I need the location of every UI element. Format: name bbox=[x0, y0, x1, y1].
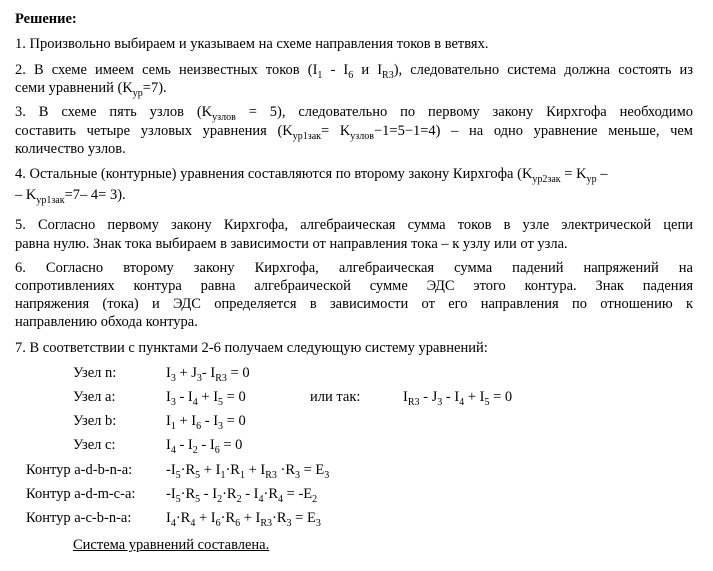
loop-2-label: Контур a-d-m-c-a: bbox=[26, 486, 136, 502]
paragraph-5-line-1: 5. Согласно первому закону Кирхгофа, алгебраическая сумма токов в узле электрической цепи bbox=[15, 217, 693, 233]
node-a-label: Узел a: bbox=[73, 389, 116, 405]
paragraph-6-line-1: 6. Согласно второму закону Кирхгофа, алгебраическая сумма падений напряжений на bbox=[15, 260, 693, 276]
node-b-label: Узел b: bbox=[73, 413, 117, 429]
node-a-equation: $I_3 - I_4 + I_5 = 0$ bbox=[166, 389, 246, 408]
node-b-equation: $I_1 + I_6 - I_3 = 0$ bbox=[166, 413, 246, 432]
loop-3-equation: $I_4\cdot R_4 + I_6\cdot R_6 + I_{R3}\cdot R_3 = E_3$ bbox=[166, 510, 321, 529]
node-c-equation: $I_4 - I_2 - I_6 = 0$ bbox=[166, 437, 243, 456]
paragraph-2-line-2: семи уравнений $(K_{ур}=7)$. bbox=[15, 80, 167, 99]
paragraph-1: 1. Произвольно выбираем и указываем на схеме направления токов в ветвях. bbox=[15, 36, 489, 52]
node-a-alt-equation: $I_{R3} - J_3 - I_4 + I_5 = 0$ bbox=[403, 389, 513, 408]
paragraph-6-line-3: напряжения (тока) и ЭДС определяется в зависимости от его направления по отношению к bbox=[15, 296, 693, 312]
or-label: или так: bbox=[310, 389, 361, 405]
loop-1-label: Контур a-d-b-n-a: bbox=[26, 462, 133, 478]
paragraph-5-line-2: равна нулю. Знак тока выбираем в зависимости от направления тока – к узлу или от узла. bbox=[15, 236, 568, 252]
paragraph-3-line-2: составить четыре узловых уравнения $(K_{ур1зак}= K_{узлов}-1=5-1=4)$ – на одно уравнение меньше, чем bbox=[15, 123, 693, 142]
paragraph-3-line-3: количество узлов. bbox=[15, 141, 126, 157]
paragraph-6-line-2: сопротивлениях контура равна алгебраической сумме ЭДС этого контура. Знак падения bbox=[15, 278, 693, 294]
paragraph-3-line-1: 3. В схеме пять узлов $(K_{узлов} = 5)$, следовательно по первому закону Кирхгофа необходимо bbox=[15, 104, 693, 123]
paragraph-4-line-1: 4. Остальные (контурные) уравнения составляются по второму закону Кирхгофа ($K_{ур2зак} = K_{ур}$ – bbox=[15, 166, 608, 185]
loop-1-equation: $-I_5\cdot R_5 + I_1\cdot R_1 + I_{R3} \cdot R_3 = E_3$ bbox=[166, 462, 330, 481]
loop-3-label: Контур a-c-b-n-a: bbox=[26, 510, 132, 526]
loop-2-equation: $-I_5\cdot R_5 - I_2\cdot R_2 - I_4\cdot R_4 = -E_2$ bbox=[166, 486, 318, 505]
node-c-label: Узел c: bbox=[73, 437, 116, 453]
paragraph-4-line-2: – $K_{ур1зак}=7-$ 4= 3). bbox=[15, 187, 126, 206]
paragraph-6-line-4: направлению обхода контура. bbox=[15, 314, 198, 330]
node-n-equation: $I_3 + J_3-$ $I_{R3} = 0$ bbox=[166, 365, 250, 384]
solution-heading: Решение: bbox=[15, 11, 77, 27]
node-n-label: Узел n: bbox=[73, 365, 117, 381]
final-statement: Система уравнений составлена. bbox=[73, 537, 270, 553]
paragraph-7: 7. В соответствии с пунктами 2-6 получаем следующую систему уравнений: bbox=[15, 340, 488, 356]
paragraph-2-line-1: 2. В схеме имеем семь неизвестных токов ($I_1 - I_6$ и $I_{R3}$), следовательно система должна состоять из bbox=[15, 62, 694, 81]
